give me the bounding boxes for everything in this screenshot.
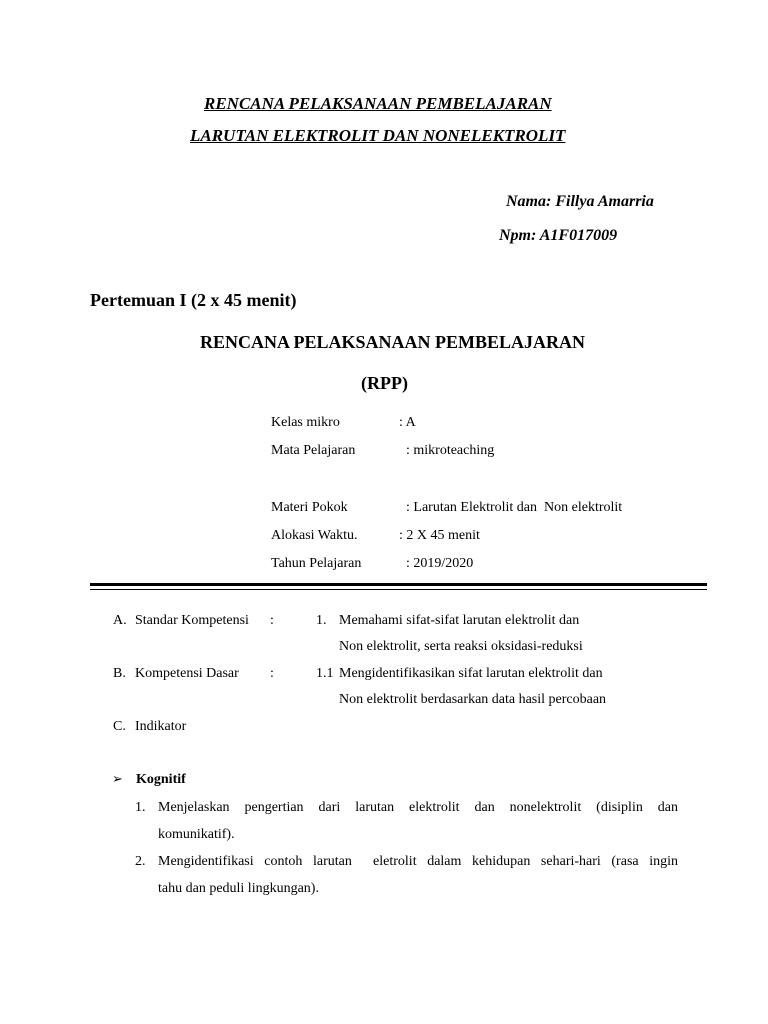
section-b-number: 1.1 [316, 666, 334, 681]
divider-thin [90, 589, 707, 590]
doc-title-line2: LARUTAN ELEKTROLIT DAN NONELEKTROLIT [190, 126, 566, 145]
info-label-materi: Materi Pokok [271, 500, 348, 515]
author-name: Nama: Fillya Amarria [506, 193, 654, 210]
section-a-label: Standar Kompetensi [135, 613, 249, 628]
section-a-colon: : [270, 613, 274, 628]
kognitif-label: Kognitif [136, 772, 186, 787]
divider-thick [90, 583, 707, 586]
info-value-materi: : Larutan Elektrolit dan Non elektrolit [406, 500, 623, 515]
doc-title-line1: RENCANA PELAKSANAAN PEMBELAJARAN [204, 94, 552, 113]
kognitif-item-2-line1: Mengidentifikasi contoh larutan eletrolit dalam kehidupan sehari-hari (rasa ingin [158, 854, 678, 869]
kognitif-item-1-line2: komunikatif). [158, 827, 235, 842]
info-label-kelas: Kelas mikro [271, 415, 340, 430]
kognitif-item-1-number: 1. [135, 800, 146, 815]
section-c-letter: C. [113, 719, 126, 734]
info-value-tahun: : 2019/2020 [406, 556, 474, 571]
info-value-alokasi: : 2 X 45 menit [399, 528, 480, 543]
section-b-text-line1: Mengidentifikasikan sifat larutan elektrolit dan [339, 666, 603, 681]
info-label-tahun: Tahun Pelajaran [271, 556, 362, 571]
meeting-heading: Pertemuan I (2 x 45 menit) [90, 290, 297, 310]
section-c-label: Indikator [135, 719, 187, 734]
info-label-mapel: Mata Pelajaran [271, 443, 356, 458]
section-b-letter: B. [113, 666, 126, 681]
rpp-abbr: (RPP) [361, 373, 408, 393]
author-npm: Npm: A1F017009 [499, 227, 618, 244]
section-a-text-line1: Memahami sifat-sifat larutan elektrolit dan [339, 613, 580, 628]
section-a-text-line2: Non elektrolit, serta reaksi oksidasi-reduksi [339, 639, 583, 654]
info-value-mapel: : mikroteaching [406, 443, 495, 458]
section-a-number: 1. [316, 613, 327, 628]
kognitif-item-2-line2: tahu dan peduli lingkungan). [158, 881, 319, 896]
section-a-letter: A. [113, 613, 127, 628]
section-b-text-line2: Non elektrolit berdasarkan data hasil percobaan [339, 692, 607, 707]
section-b-colon: : [270, 666, 274, 681]
kognitif-bullet-icon: ➢ [112, 771, 123, 786]
info-value-kelas: : A [399, 415, 416, 430]
rpp-title: RENCANA PELAKSANAAN PEMBELAJARAN [200, 332, 586, 352]
section-b-label: Kompetensi Dasar [135, 666, 239, 681]
kognitif-item-2-number: 2. [135, 854, 146, 869]
kognitif-item-1-line1: Menjelaskan pengertian dari larutan elektrolit dan nonelektrolit (disiplin dan [158, 800, 678, 815]
info-label-alokasi: Alokasi Waktu. [271, 528, 358, 543]
